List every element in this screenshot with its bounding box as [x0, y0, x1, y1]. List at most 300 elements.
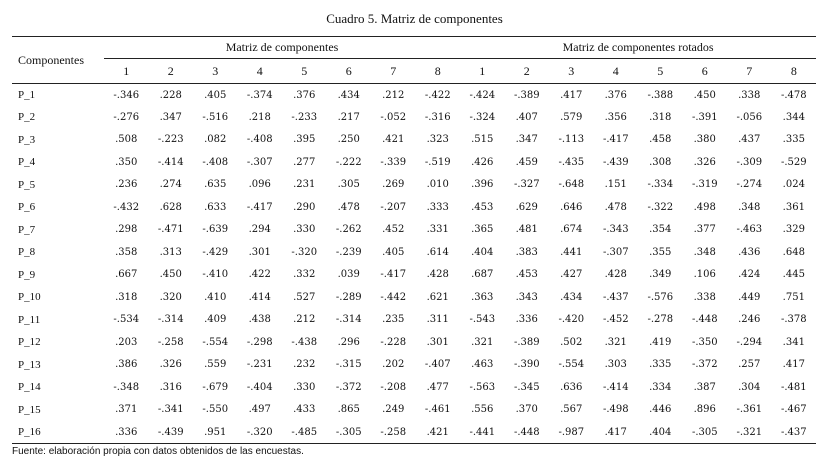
table-cell: -.056 [736, 111, 763, 123]
table-cell: .348 [738, 201, 761, 213]
table-cell: .614 [426, 246, 449, 258]
table-cell: .463 [471, 359, 494, 371]
column-header: 6 [701, 63, 708, 78]
table-cell: .426 [471, 156, 494, 168]
table-cell: .497 [248, 404, 271, 416]
table-cell: .249 [382, 404, 405, 416]
row-label: P_2 [18, 111, 36, 124]
table-cell: -.343 [602, 224, 629, 236]
table-cell: .556 [471, 404, 494, 416]
table-row [12, 264, 816, 287]
table-cell: .356 [604, 111, 627, 123]
column-header: 4 [612, 63, 619, 78]
table-cell: .636 [560, 381, 583, 393]
table-cell: -.314 [335, 314, 362, 326]
table-cell: .409 [204, 314, 227, 326]
table-cell: .427 [560, 269, 583, 281]
table-cell: .332 [293, 269, 316, 281]
table-cell: -.278 [647, 314, 674, 326]
table-cell: .303 [604, 359, 627, 371]
table-cell: .304 [738, 381, 761, 393]
table-cell: .350 [115, 156, 138, 168]
row-label: P_8 [18, 246, 36, 259]
table-cell: -.420 [558, 314, 585, 326]
table-cell: .335 [649, 359, 672, 371]
table-cell: -.439 [602, 156, 629, 168]
table-cell: -.534 [113, 314, 140, 326]
table-cell: .301 [248, 246, 271, 258]
table-cell: .334 [649, 381, 672, 393]
row-label: P_13 [18, 358, 41, 371]
table-cell: -.498 [602, 404, 629, 416]
table-cell: -.448 [691, 314, 718, 326]
table-cell: -.452 [602, 314, 629, 326]
table-cell: -.231 [246, 359, 273, 371]
table-cell: -.372 [691, 359, 718, 371]
table-cell: .629 [515, 201, 538, 213]
table-cell: .269 [382, 179, 405, 191]
table-cell: .330 [293, 224, 316, 236]
table-cell: .290 [293, 201, 316, 213]
table-cell: .355 [649, 246, 672, 258]
table-cell: .674 [560, 224, 583, 236]
table-cell: .646 [560, 201, 583, 213]
group-header-rotated: Matriz de componentes rotados [460, 37, 816, 59]
column-header: 2 [523, 63, 530, 78]
column-header: 8 [790, 63, 797, 78]
table-cell: .344 [782, 111, 805, 123]
table-cell: .298 [115, 224, 138, 236]
table-row [12, 309, 816, 332]
row-label: P_7 [18, 223, 36, 236]
table-cell: .305 [337, 179, 360, 191]
table-cell: .320 [159, 291, 182, 303]
table-cell: -.432 [113, 201, 140, 213]
table-cell: .218 [248, 111, 271, 123]
table-cell: -.554 [558, 359, 585, 371]
table-cell: .371 [115, 404, 138, 416]
table-cell: .508 [115, 134, 138, 146]
table-cell: .648 [782, 246, 805, 258]
table-cell: .358 [115, 246, 138, 258]
row-label: P_10 [18, 291, 41, 304]
row-label: P_4 [18, 156, 36, 169]
table-row [12, 331, 816, 354]
table-row [12, 354, 816, 377]
table-cell: -.422 [424, 89, 451, 101]
table-cell: -.307 [246, 156, 273, 168]
table-cell: .232 [293, 359, 316, 371]
table-cell: .579 [560, 111, 583, 123]
table-cell: .424 [738, 269, 761, 281]
table-cell: -.563 [469, 381, 496, 393]
table-body [12, 84, 816, 444]
table-cell: .202 [382, 359, 405, 371]
table-cell: .434 [560, 291, 583, 303]
table-row [12, 84, 816, 107]
table-cell: -.439 [157, 426, 184, 438]
row-label: P_3 [18, 133, 36, 146]
table-cell: .246 [738, 314, 761, 326]
table-cell: -.309 [736, 156, 763, 168]
table-cell: .354 [649, 224, 672, 236]
row-label: P_6 [18, 201, 36, 214]
table-cell: -.307 [602, 246, 629, 258]
row-label: P_5 [18, 178, 36, 191]
table-cell: .559 [204, 359, 227, 371]
table-cell: -.529 [780, 156, 807, 168]
table-cell: -.207 [380, 201, 407, 213]
table-cell: .405 [204, 89, 227, 101]
row-label: P_16 [18, 426, 41, 438]
table-row [12, 174, 816, 197]
table-cell: -.361 [736, 404, 763, 416]
table-cell: .212 [293, 314, 316, 326]
table-cell: -.414 [602, 381, 629, 393]
table-cell: .498 [693, 201, 716, 213]
table-cell: -.435 [558, 156, 585, 168]
table-cell: .449 [738, 291, 761, 303]
table-cell: .331 [426, 224, 449, 236]
column-header: 2 [167, 63, 174, 78]
table-cell: .321 [604, 336, 627, 348]
table-row [12, 286, 816, 309]
table-cell: -.258 [380, 426, 407, 438]
table-cell: -.320 [291, 246, 318, 258]
table-cell: .301 [426, 336, 449, 348]
table-cell: -.478 [780, 89, 807, 101]
table-cell: .228 [159, 89, 182, 101]
table-cell: -.519 [424, 156, 451, 168]
table-cell: .343 [515, 291, 538, 303]
table-cell: .024 [782, 179, 805, 191]
table-cell: -.378 [780, 314, 807, 326]
table-cell: .363 [471, 291, 494, 303]
table-cell: -.314 [157, 314, 184, 326]
table-cell: .441 [560, 246, 583, 258]
row-label: P_12 [18, 336, 41, 349]
table-cell: -.289 [335, 291, 362, 303]
table-cell: .417 [560, 89, 583, 101]
table-cell: -.987 [558, 426, 585, 438]
table-cell: -.390 [513, 359, 540, 371]
table-cell: -.389 [513, 336, 540, 348]
table-cell: -.321 [736, 426, 763, 438]
table-cell: .151 [604, 179, 627, 191]
table-row [12, 241, 816, 264]
table-cell: -.438 [291, 336, 318, 348]
table-cell: -.052 [380, 111, 407, 123]
table-cell: .308 [649, 156, 672, 168]
table-cell: -.417 [380, 269, 407, 281]
table-cell: .421 [426, 426, 449, 438]
table-cell: -.463 [736, 224, 763, 236]
table-cell: .445 [782, 269, 805, 281]
table-cell: .311 [426, 314, 449, 326]
table-cell: .428 [604, 269, 627, 281]
table-cell: .410 [204, 291, 227, 303]
table-cell: .380 [693, 134, 716, 146]
table-cell: -.679 [202, 381, 229, 393]
table-cell: -.408 [246, 134, 273, 146]
table-cell: -.233 [291, 111, 318, 123]
row-label: P_1 [18, 89, 36, 101]
table-cell: .459 [515, 156, 538, 168]
table-cell: -.550 [202, 404, 229, 416]
table-cell: -.424 [469, 89, 496, 101]
table-row [12, 106, 816, 129]
table-cell: -.350 [691, 336, 718, 348]
table-cell: .951 [204, 426, 227, 438]
table-cell: .010 [426, 179, 449, 191]
column-header: 1 [479, 63, 486, 78]
table-cell: -.389 [513, 89, 540, 101]
table-row [12, 129, 816, 152]
table-cell: -.461 [424, 404, 451, 416]
table-cell: .329 [782, 224, 805, 236]
table-cell: .387 [693, 381, 716, 393]
table-cell: .277 [293, 156, 316, 168]
table-cell: -.576 [647, 291, 674, 303]
table-cell: .433 [293, 404, 316, 416]
table-cell: .330 [293, 381, 316, 393]
table-cell: .321 [471, 336, 494, 348]
table-cell: -.305 [691, 426, 718, 438]
table-cell: -.417 [246, 201, 273, 213]
table-cell: -.341 [157, 404, 184, 416]
table-row [12, 376, 816, 399]
table-cell: .419 [649, 336, 672, 348]
table-cell: -.239 [335, 246, 362, 258]
source-note: Fuente: elaboración propia con datos obtenidos de las encuestas. [12, 446, 304, 457]
table-cell: -.639 [202, 224, 229, 236]
table-cell: -.554 [202, 336, 229, 348]
table-cell: -.222 [335, 156, 362, 168]
row-label: P_15 [18, 403, 41, 416]
table-cell: -.274 [736, 179, 763, 191]
table-cell: -.113 [558, 134, 585, 146]
table-cell: .274 [159, 179, 182, 191]
table-cell: .257 [738, 359, 761, 371]
table-cell: -.228 [380, 336, 407, 348]
table-cell: -.322 [647, 201, 674, 213]
table-cell: .407 [515, 111, 538, 123]
table-cell: .453 [471, 201, 494, 213]
table-cell: -.543 [469, 314, 496, 326]
table-cell: .361 [782, 201, 805, 213]
table-cell: -.348 [113, 381, 140, 393]
table-cell: .422 [248, 269, 271, 281]
table-cell: .478 [337, 201, 360, 213]
table-cell: .235 [382, 314, 405, 326]
table-cell: -.334 [647, 179, 674, 191]
table-cell: .316 [159, 381, 182, 393]
table-cell: -.410 [202, 269, 229, 281]
table-cell: -.437 [780, 426, 807, 438]
table-cell: .452 [382, 224, 405, 236]
table-cell: .318 [115, 291, 138, 303]
table-cell: .370 [515, 404, 538, 416]
corner-header: Componentes [18, 52, 84, 67]
table-cell: -.315 [335, 359, 362, 371]
table-cell: .438 [248, 314, 271, 326]
table-cell: -.442 [380, 291, 407, 303]
table-cell: .477 [426, 381, 449, 393]
table-cell: .404 [471, 246, 494, 258]
table-cell: .365 [471, 224, 494, 236]
table-cell: .335 [782, 134, 805, 146]
table-cell: -.408 [202, 156, 229, 168]
table-cell: -.471 [157, 224, 184, 236]
table-cell: .039 [337, 269, 360, 281]
table-cell: -.374 [246, 89, 273, 101]
table-cell: .377 [693, 224, 716, 236]
table-cell: -.316 [424, 111, 451, 123]
table-cell: -.648 [558, 179, 585, 191]
table-cell: .417 [604, 426, 627, 438]
table-cell: .212 [382, 89, 405, 101]
table-cell: .414 [248, 291, 271, 303]
table-cell: .313 [159, 246, 182, 258]
table-cell: -.388 [647, 89, 674, 101]
table-cell: .203 [115, 336, 138, 348]
table-cell: -.262 [335, 224, 362, 236]
table-cell: .404 [649, 426, 672, 438]
table-cell: .436 [738, 246, 761, 258]
table-cell: -.346 [113, 89, 140, 101]
table-cell: -.298 [246, 336, 273, 348]
table-cell: -.437 [602, 291, 629, 303]
table-cell: -.417 [602, 134, 629, 146]
table-cell: .318 [649, 111, 672, 123]
table-cell: -.372 [335, 381, 362, 393]
table-row [12, 399, 816, 422]
row-label: P_9 [18, 268, 36, 281]
table-cell: .336 [515, 314, 538, 326]
column-header: 3 [568, 63, 575, 78]
table-cell: .667 [115, 269, 138, 281]
table-cell: -.208 [380, 381, 407, 393]
table-cell: .450 [159, 269, 182, 281]
table-row [12, 151, 816, 174]
table-cell: .250 [337, 134, 360, 146]
column-header: 8 [434, 63, 441, 78]
table-cell: -.324 [469, 111, 496, 123]
column-header: 6 [345, 63, 352, 78]
table-cell: .428 [426, 269, 449, 281]
table-cell: .326 [159, 359, 182, 371]
table-cell: .478 [604, 201, 627, 213]
table-cell: .376 [293, 89, 316, 101]
column-header: 1 [123, 63, 130, 78]
table-cell: -.319 [691, 179, 718, 191]
table-cell: -.404 [246, 381, 273, 393]
table-cell: -.258 [157, 336, 184, 348]
table-cell: -.407 [424, 359, 451, 371]
table-cell: .434 [337, 89, 360, 101]
table-cell: -.327 [513, 179, 540, 191]
table-cell: .296 [337, 336, 360, 348]
table-cell: .323 [426, 134, 449, 146]
table-cell: .231 [293, 179, 316, 191]
table-cell: .348 [693, 246, 716, 258]
table-cell: .405 [382, 246, 405, 258]
table-cell: -.441 [469, 426, 496, 438]
table-cell: .338 [693, 291, 716, 303]
table-row [12, 196, 816, 219]
table-cell: .453 [515, 269, 538, 281]
table-cell: .687 [471, 269, 494, 281]
table-cell: .347 [159, 111, 182, 123]
column-header: 5 [657, 63, 664, 78]
table-cell: .336 [115, 426, 138, 438]
table-cell: -.276 [113, 111, 140, 123]
table-cell: -.294 [736, 336, 763, 348]
table-cell: .527 [293, 291, 316, 303]
table-cell: .333 [426, 201, 449, 213]
table-cell: .341 [782, 336, 805, 348]
table-cell: -.516 [202, 111, 229, 123]
table-cell: -.305 [335, 426, 362, 438]
table-cell: .635 [204, 179, 227, 191]
table-cell: .294 [248, 224, 271, 236]
table-cell: .421 [382, 134, 405, 146]
table-cell: .236 [115, 179, 138, 191]
table-cell: -.391 [691, 111, 718, 123]
table-cell: .628 [159, 201, 182, 213]
table-cell: .082 [204, 134, 227, 146]
column-header: 3 [212, 63, 219, 78]
table-cell: .383 [515, 246, 538, 258]
table-cell: .417 [782, 359, 805, 371]
table-cell: -.481 [780, 381, 807, 393]
table-cell: .376 [604, 89, 627, 101]
row-label: P_14 [18, 381, 41, 394]
table-cell: .633 [204, 201, 227, 213]
table-cell: -.414 [157, 156, 184, 168]
table-cell: .515 [471, 134, 494, 146]
table-cell: .865 [337, 404, 360, 416]
table-cell: .458 [649, 134, 672, 146]
table-cell: .621 [426, 291, 449, 303]
column-header: 7 [390, 63, 397, 78]
table-cell: .446 [649, 404, 672, 416]
row-label: P_11 [18, 313, 41, 326]
table-cell: -.429 [202, 246, 229, 258]
column-header: 5 [301, 63, 308, 78]
table-cell: -.320 [246, 426, 273, 438]
table-cell: -.345 [513, 381, 540, 393]
table-cell: .751 [782, 291, 805, 303]
table-cell: .386 [115, 359, 138, 371]
table-cell: .326 [693, 156, 716, 168]
table-cell: -.467 [780, 404, 807, 416]
table-cell: .396 [471, 179, 494, 191]
table-cell: .096 [248, 179, 271, 191]
table-caption: Cuadro 5. Matriz de componentes [326, 11, 503, 26]
group-header-components: Matriz de componentes [104, 37, 460, 59]
component-matrix-table [12, 36, 816, 444]
table-cell: .450 [693, 89, 716, 101]
table-cell: .395 [293, 134, 316, 146]
table-cell: .349 [649, 269, 672, 281]
table-cell: .481 [515, 224, 538, 236]
table-cell: .106 [693, 269, 716, 281]
column-header: 7 [746, 63, 753, 78]
table-cell: .217 [337, 111, 360, 123]
table-cell: .567 [560, 404, 583, 416]
table-cell: .896 [693, 404, 716, 416]
